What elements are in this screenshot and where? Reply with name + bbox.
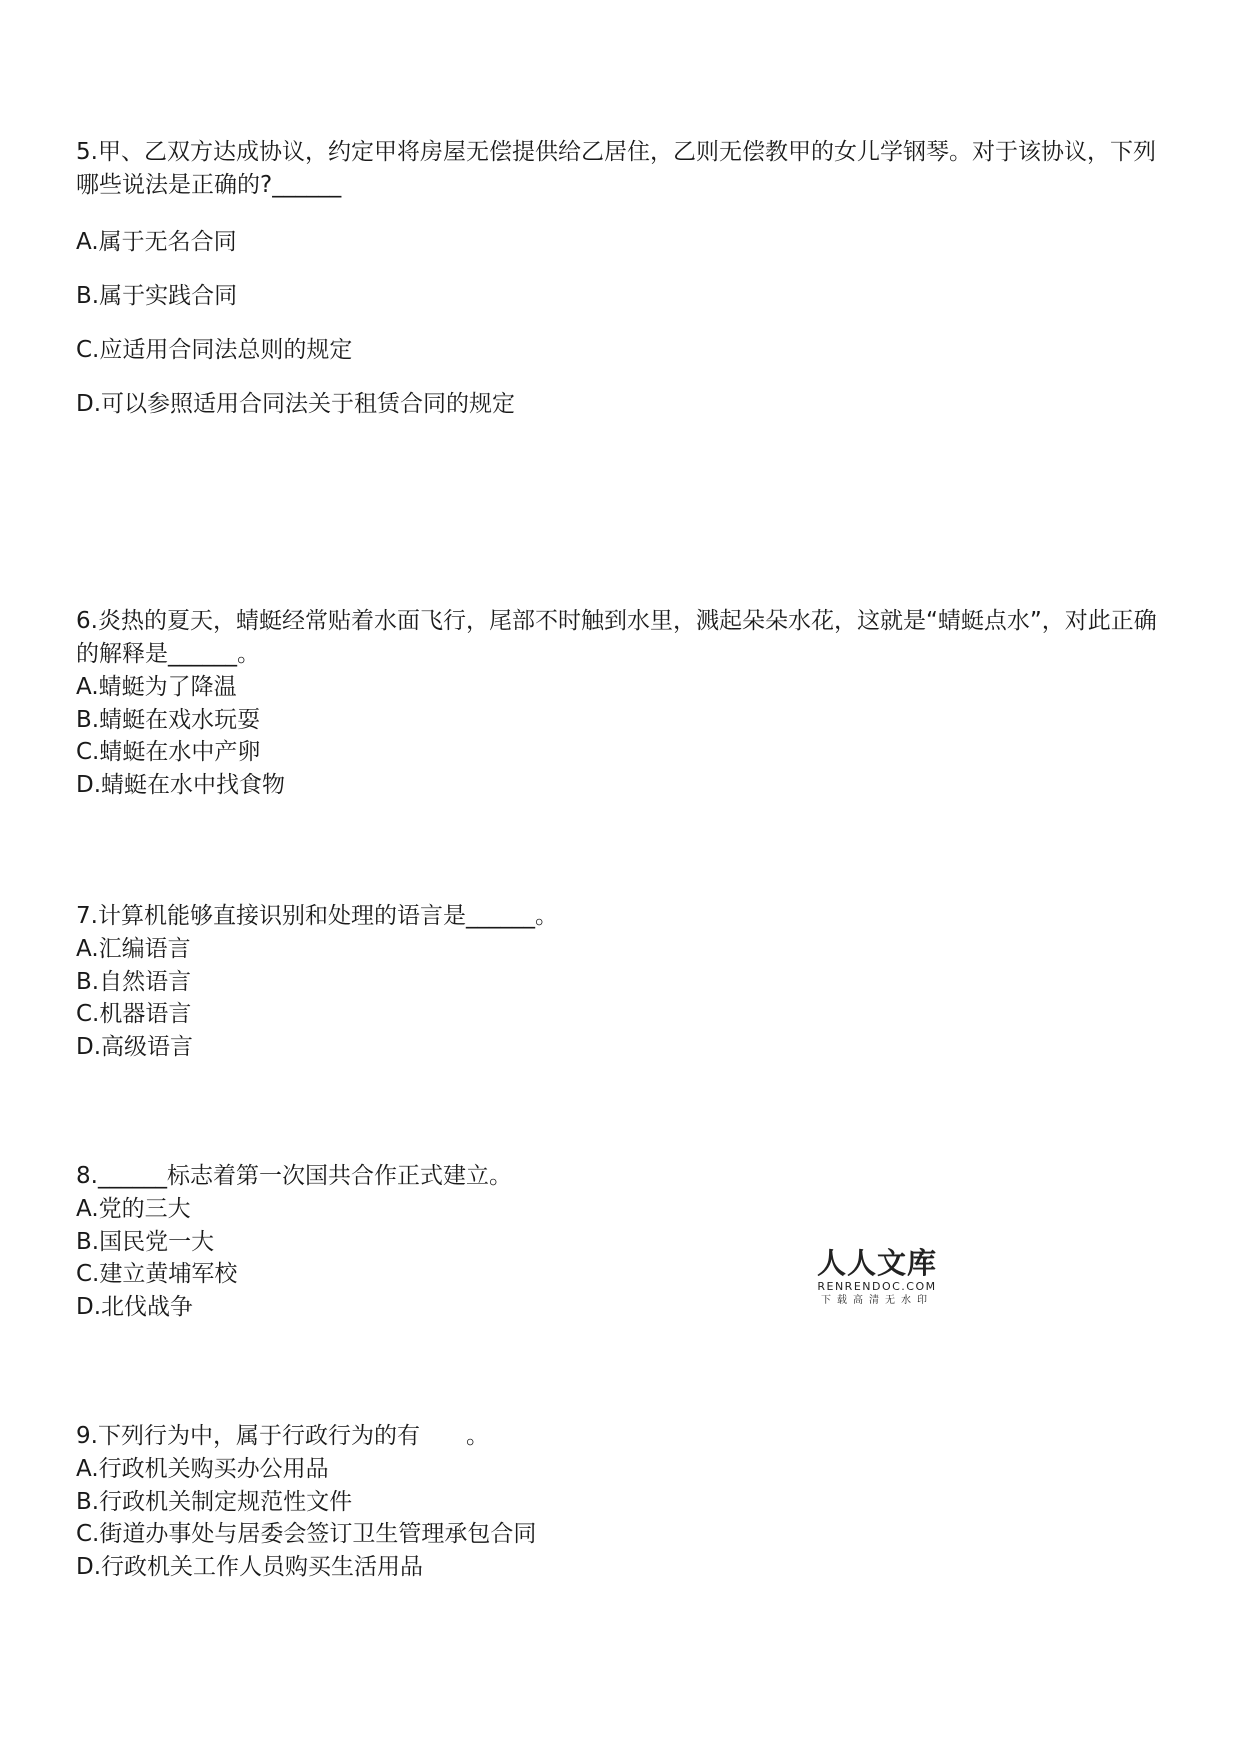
question-stem: 6.炎热的夏天，蜻蜓经常贴着水面飞行，尾部不时触到水里，溅起朵朵水花，这就是“蜻蜓点水”，对此正确的解释是______。 xyxy=(76,608,1157,667)
question-8 xyxy=(76,1160,1166,1323)
watermark-title: 人人文库 xyxy=(816,1246,937,1280)
option-d: D.北伐战争 xyxy=(76,1293,194,1320)
option-b: B.国民党一大 xyxy=(76,1228,215,1255)
option-b: B.属于实践合同 xyxy=(76,283,238,309)
option-c: C.蜻蜓在水中产卵 xyxy=(76,739,261,765)
question-6 xyxy=(76,605,1166,801)
watermark-logo xyxy=(812,1248,942,1307)
question-stem: 9.下列行为中，属于行政行为的有 。 xyxy=(76,1423,489,1449)
watermark-url: RENRENDOC.COM xyxy=(817,1280,937,1293)
option-b: B.行政机关制定规范性文件 xyxy=(76,1488,353,1515)
option-d: D.高级语言 xyxy=(76,1033,194,1060)
option-d: D.可以参照适用合同法关于租赁合同的规定 xyxy=(76,391,516,417)
option-b: B.蜻蜓在戏水玩耍 xyxy=(76,706,261,733)
option-a: A.汇编语言 xyxy=(76,936,191,962)
option-c: C.建立黄埔军校 xyxy=(76,1261,238,1287)
question-stem: 7.计算机能够直接识别和处理的语言是______。 xyxy=(76,903,558,929)
question-7 xyxy=(76,900,1166,1063)
option-c: C.应适用合同法总则的规定 xyxy=(76,337,353,363)
option-b: B.自然语言 xyxy=(76,968,192,995)
option-a: A.属于无名合同 xyxy=(76,229,237,255)
option-c: C.机器语言 xyxy=(76,1001,192,1027)
option-a: A.党的三大 xyxy=(76,1196,191,1222)
option-a: A.蜻蜓为了降温 xyxy=(76,674,237,700)
question-stem: 5.甲、乙双方达成协议，约定甲将房屋无偿提供给乙居住，乙则无偿教甲的女儿学钢琴。对于该协议，下列哪些说法是正确的?______ xyxy=(76,139,1156,198)
option-d: D.行政机关工作人员购买生活用品 xyxy=(76,1553,424,1580)
option-c: C.街道办事处与居委会签订卫生管理承包合同 xyxy=(76,1521,537,1547)
option-a: A.行政机关购买办公用品 xyxy=(76,1456,329,1482)
option-d: D.蜻蜓在水中找食物 xyxy=(76,771,286,798)
watermark-subtitle: 下载高清无水印 xyxy=(821,1295,933,1306)
question-stem: 8.______标志着第一次国共合作正式建立。 xyxy=(76,1163,512,1189)
question-5 xyxy=(76,136,1166,421)
question-9 xyxy=(76,1420,1166,1583)
